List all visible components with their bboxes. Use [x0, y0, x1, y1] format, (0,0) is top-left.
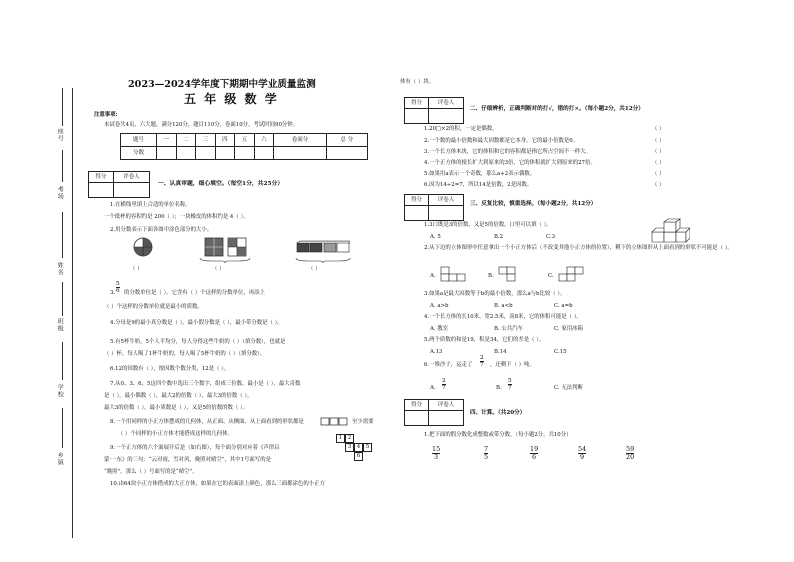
score-cell[interactable]	[215, 147, 235, 160]
calc-fraction	[484, 446, 488, 460]
q3-text: 的分数单位是（ ），它含有（ ）个这样的分数单位，再添上	[124, 290, 265, 296]
option-b-shape	[498, 266, 528, 282]
judge-item: 2.一个数的最小倍数和最大因数都是它本身，它的最小倍数是0。	[424, 138, 579, 144]
exam-subject: 五 年 级 数 学	[184, 92, 279, 106]
fraction-numerator: 2	[442, 378, 446, 384]
choice-option[interactable]: C. a=b	[554, 303, 573, 309]
side-label-class: 班级	[56, 318, 64, 332]
judge-item: 1.20□×2的积，一定是偶数。	[424, 126, 498, 132]
net-face: 6	[354, 452, 363, 461]
grader-score-cell[interactable]	[405, 411, 429, 426]
side-label-seat: 座号	[56, 128, 64, 142]
score-table	[120, 133, 368, 160]
fraction-numerator: 59	[626, 445, 635, 453]
grader-reviewer-label: 评卷人	[429, 195, 464, 206]
grader-score-label: 得分	[89, 172, 114, 183]
bars-figure	[296, 240, 350, 254]
side-underline	[62, 282, 63, 316]
section4-heading: 四、计算。（共20分）	[470, 410, 526, 416]
exam-title: 2023—2024学年度下期期中学业质量监测	[128, 79, 316, 90]
calc-fraction	[530, 446, 538, 460]
score-cell[interactable]	[274, 147, 327, 160]
score-header: 卷面分	[274, 134, 327, 147]
three-square-figure	[320, 417, 350, 426]
fraction-denominator: 20	[626, 452, 635, 461]
fraction-numerator: 5	[116, 281, 120, 287]
q5-text: 5.有5杯牛奶，5个人平均分，每人分得这些牛奶的（ ）（填分数），也就是	[110, 339, 286, 345]
option-a-fraction	[442, 378, 446, 391]
fraction-denominator: 6	[116, 288, 120, 295]
choice-option[interactable]: B.14	[494, 349, 507, 355]
grader-score-cell[interactable]	[405, 109, 429, 124]
squares-figure	[204, 237, 250, 259]
net-face: 4	[354, 443, 363, 452]
grader-score-label: 得分	[405, 400, 429, 411]
side-label-township: 乡镇	[56, 452, 64, 466]
q7-text-cont2: 最大3的倍数（ ），最小质数是（ ），又是5的倍数的数（ ）。	[104, 405, 249, 411]
side-label-school: 学校	[56, 384, 64, 398]
brace-mark	[294, 257, 352, 263]
judge-item: 6.因为14÷2=7，所以14是倍数，2是因数。	[424, 182, 533, 188]
score-cell[interactable]	[157, 147, 177, 160]
judge-item: 4.一个正方体的棱长扩大到原来的3倍，它的体积就扩大到原来的27倍。	[424, 160, 596, 166]
q5-text-cont: （ ）杯。每人喝了1杯牛奶的，每人喝了5杯牛奶的（ ）（填分数）。	[104, 351, 266, 357]
score-cell[interactable]	[326, 147, 367, 160]
q8-text: 8.一个用同样的小正方体摆成的几何体，从正面、从侧面、从上面看到的形状都是	[110, 419, 304, 425]
calc-q1: 1.把下面的假分数化成整数或带分数。（每小题2分，共10分）	[424, 432, 572, 438]
q2-prompt: 2.用分数表示下面各图中涂色部分的大小。	[110, 227, 213, 233]
net-face: 1	[336, 434, 345, 443]
choice-option[interactable]: C.15	[554, 349, 567, 355]
side-underline	[62, 150, 63, 182]
calc-fraction	[432, 446, 440, 460]
q4-text: 4.分母是9的最小真分数是（ ），最小假分数是（ ），最小带分数是（ ）。	[110, 320, 283, 326]
choice-option[interactable]: B. a<b	[494, 303, 513, 309]
choice-option[interactable]: C.	[548, 273, 554, 279]
grader-box	[404, 97, 464, 124]
score-cell[interactable]	[254, 147, 274, 160]
score-row-label: 分数	[121, 147, 157, 160]
score-cell[interactable]	[176, 147, 196, 160]
choice-option[interactable]: A. 5	[430, 234, 441, 240]
q9-text-cont2: “晚照”，那么（ ）号面写的是“晴空”。	[104, 469, 198, 475]
net-face: 2	[345, 434, 354, 443]
side-underline	[62, 408, 63, 448]
choice-q4: 4.一个长方体的长10米，宽2.5米，高8米，它的体积可能是（ ）。	[424, 314, 582, 320]
grader-reviewer-label: 评卷人	[429, 98, 464, 109]
fraction-denominator: 7	[442, 385, 446, 392]
grader-reviewer-cell[interactable]	[429, 109, 464, 124]
option-b-fraction	[508, 378, 512, 391]
option-c-shape	[558, 266, 588, 282]
score-cell[interactable]	[196, 147, 216, 160]
q10-continuation: 体有（ ）块。	[400, 79, 435, 85]
judge-answer[interactable]: （ ）	[652, 126, 665, 132]
choice-option[interactable]: A. 教室	[430, 326, 449, 332]
q1-prompt: 1.在横线里填上合适的单位名称。	[110, 202, 191, 208]
score-header: 四	[215, 134, 235, 147]
side-underline	[62, 342, 63, 380]
choice-option[interactable]: A.13	[430, 349, 443, 355]
q1-text: 一个纸杯的容积约是 200（ ）；一块橡皮的体积约是 4（ ）。	[104, 214, 249, 220]
q9-text: 9.一个正方体的六个面展开后是（如右图），每个面分别对应着《声律启	[110, 445, 280, 451]
fraction-numerator: 19	[530, 445, 539, 453]
q3-number: 3.	[110, 290, 116, 296]
score-cell[interactable]	[235, 147, 255, 160]
choice-q1: 1.3口既是3的倍数，又是5的倍数，口里可以填（ ）。	[424, 222, 552, 228]
brace-mark	[198, 257, 252, 263]
section1-heading: 一、认真审题，细心填空。（每空1分，共25分）	[158, 181, 284, 187]
fraction-numerator: 5	[508, 378, 512, 384]
fraction-denominator: 3	[434, 452, 439, 461]
notes-heading: 注意事项:	[94, 112, 118, 118]
grader-score-label: 得分	[405, 195, 429, 206]
fraction-denominator: 5	[484, 452, 489, 461]
answer-blank[interactable]: （ ）	[308, 266, 321, 272]
choice-option[interactable]: C. 家用冰箱	[554, 326, 583, 332]
net-face: 3	[345, 443, 354, 452]
q9-text-cont: 蒙·一东》的三句：“云对雨，雪对风，晚照对晴空”，其中1号面写的是	[104, 457, 271, 463]
grader-box	[404, 194, 464, 221]
fraction-numerator: 2	[480, 355, 484, 361]
fraction-denominator: 6	[532, 452, 537, 461]
score-header: 一	[157, 134, 177, 147]
grader-reviewer-label: 评卷人	[429, 400, 464, 411]
fraction-numerator: 54	[578, 445, 587, 453]
grader-score-cell[interactable]	[405, 206, 429, 221]
judge-item: 5.如果用a表示一个奇数，那么a+2表示偶数。	[424, 171, 536, 177]
grader-reviewer-label: 评卷人	[113, 172, 149, 183]
score-header: 题号	[121, 134, 157, 147]
grader-reviewer-cell[interactable]	[113, 183, 149, 198]
calc-fraction	[578, 446, 586, 460]
fraction-numerator: 15	[432, 445, 441, 453]
choice-q6: 6.一堆沙子，运走了	[424, 362, 473, 368]
grader-reviewer-cell[interactable]	[429, 206, 464, 221]
q6-fraction	[480, 355, 484, 368]
choice-option[interactable]: C.3	[546, 234, 556, 240]
side-label-exam-room: 考场	[56, 186, 64, 200]
q7-text: 7.从0、3、6、5这四个数中选出三个数字，组成三位数。最小是（ ），最大奇数	[110, 381, 301, 387]
q6-text: 6.12的因数有（ ），按因数个数分类，12是（ ）。	[110, 366, 230, 372]
choice-q2: 2.从下边的立体图形中任意拿出一个小正方体后（不改变其他小正方体的位置），剩下的立体图形从上面看到的形状不可能是（ ）。	[424, 245, 733, 251]
notes-line: 本试卷共4页，六大题，满分120分，题目110分，卷面10分。考试时间90分钟。	[104, 122, 299, 128]
option-a-shape	[440, 266, 470, 282]
choice-option[interactable]: C. 无法判断	[554, 385, 583, 391]
grader-score-cell[interactable]	[89, 183, 114, 198]
q3-text-cont: （ ）个这样的分数单位就是最小的质数。	[104, 304, 203, 310]
grader-reviewer-cell[interactable]	[429, 411, 464, 426]
score-header: 二	[176, 134, 196, 147]
q10-text: 10.由64块小正方体搭成的大正方体，如果在它的表面涂上颜色，那么三面都涂色的小正方	[110, 481, 325, 487]
judge-answer[interactable]: （ ）	[652, 182, 665, 188]
choice-q5: 5.两个质数的和是19，积是34，它们的差是（ ）。	[424, 337, 545, 343]
side-underline	[62, 212, 63, 258]
stacked-cubes-figure	[650, 218, 690, 244]
grader-box	[88, 171, 150, 198]
judge-answer[interactable]: （ ）	[652, 160, 665, 166]
circle-figure	[133, 237, 153, 257]
binding-line	[72, 88, 73, 538]
choice-option[interactable]: A.	[430, 273, 436, 279]
fraction-numerator: 7	[484, 445, 489, 453]
grader-box	[404, 399, 464, 426]
fraction-denominator: 7	[508, 385, 512, 392]
fraction-denominator: 7	[480, 362, 484, 369]
choice-option[interactable]: A.	[430, 385, 436, 391]
judge-item: 3.一个长方体木块，它的体积和它的容积都是指它所占空间不一样大。	[424, 149, 591, 155]
q7-text-cont: 是（ ），最小偶数（ ），最大2的倍数（ ），最大3的倍数（ ），	[104, 393, 253, 399]
q8-text-cont2: （ ）个同样的小正方体才能搭成这样的几何体。	[118, 431, 233, 437]
choice-q3: 3.如果a是最大因数等于b的最小倍数，那么a与b比较（ ）。	[424, 291, 566, 297]
section3-heading: 三、反复比较，慎重选择。（每小题2分，共12分）	[470, 201, 597, 207]
choice-option[interactable]: B.	[488, 273, 494, 279]
answer-blank[interactable]: （ ）	[212, 266, 225, 272]
choice-q6-cont: ，还剩下（ ）吨。	[490, 362, 535, 368]
score-header: 总 分	[326, 134, 367, 147]
q3-fraction	[116, 281, 120, 294]
choice-option[interactable]: B. 公共汽车	[494, 326, 523, 332]
cube-net	[336, 434, 370, 464]
judge-answer[interactable]: （ ）	[652, 149, 665, 155]
judge-answer[interactable]: （ ）	[652, 138, 665, 144]
q8-text-cont: 至少需要	[352, 419, 374, 425]
answer-blank[interactable]: （ ）	[130, 266, 143, 272]
score-header: 三	[196, 134, 216, 147]
side-label-name: 姓名	[56, 262, 64, 276]
judge-answer[interactable]: （ ）	[652, 171, 665, 177]
score-header: 六	[254, 134, 274, 147]
section2-heading: 二、仔细辨析，正确判断对的打√，错的打×。（每小题2分，共12分）	[470, 106, 644, 112]
grader-score-label: 得分	[405, 98, 429, 109]
choice-option[interactable]: B.2	[494, 234, 504, 240]
side-underline	[62, 88, 63, 126]
net-face: 5	[363, 443, 372, 452]
choice-option[interactable]: B.	[496, 385, 502, 391]
fraction-denominator: 9	[580, 452, 585, 461]
choice-option[interactable]: A. a>b	[430, 303, 449, 309]
calc-fraction	[626, 446, 634, 460]
score-header: 五	[235, 134, 255, 147]
